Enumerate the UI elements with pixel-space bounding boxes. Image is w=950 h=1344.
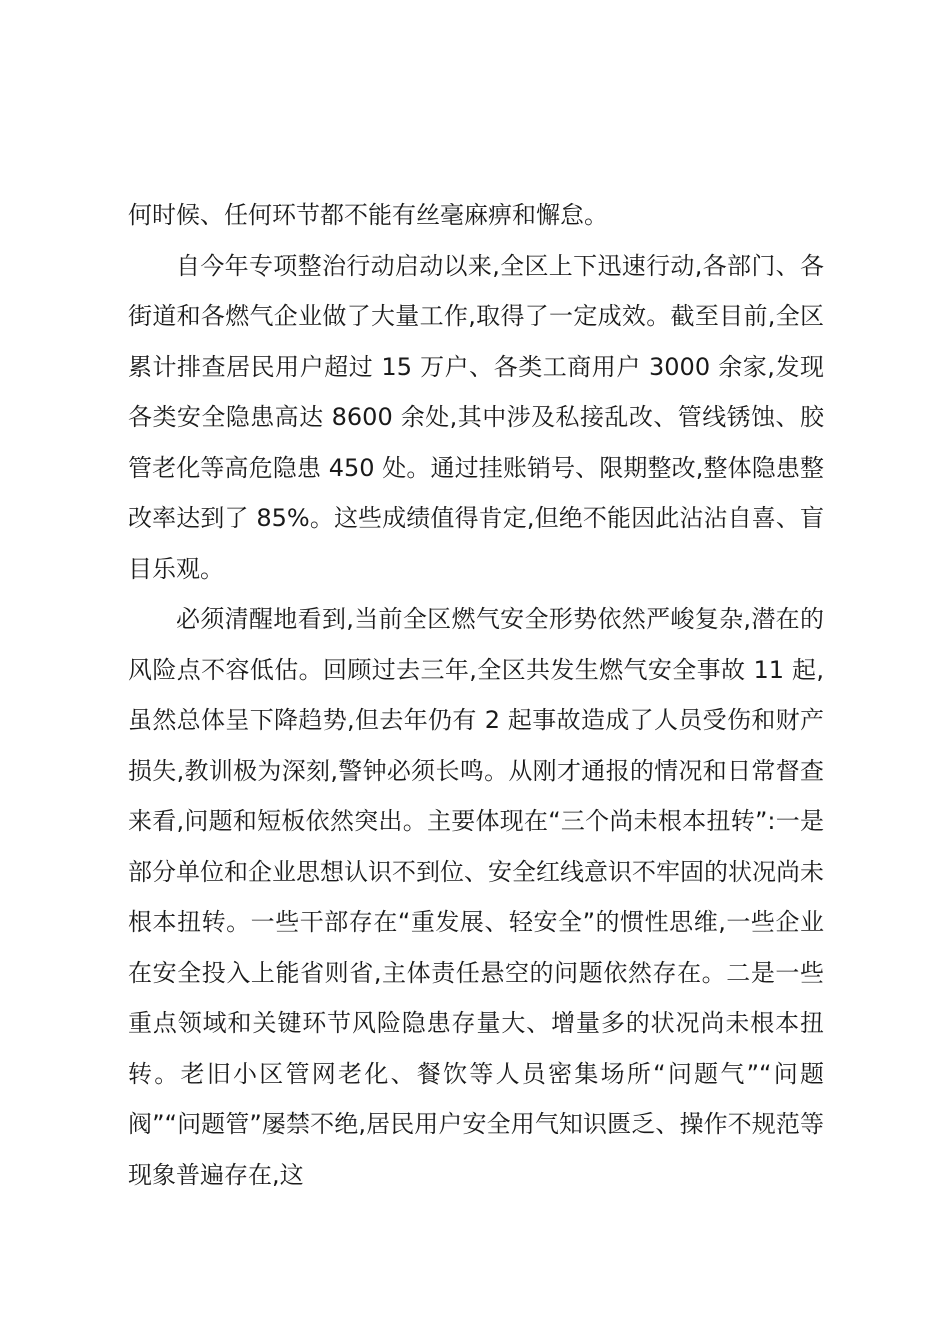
paragraph-risks: 必须清醒地看到,当前全区燃气安全形势依然严峻复杂,潜在的风险点不容低估。回顾过去三年,全区共发生燃气安全事故 11 起,虽然总体呈下降趋势,但去年仍有 2 起事故造成了人员受伤和财产损失,教训极为深刻,警钟必须长鸣。从刚才通报的情况和日常督查来看,问题和短板依然突出。主要体现在“三个尚未根本扭转”:一是部分单位和企业思想认识不到位、安全红线意识不牢固的状况尚未根本扭转。一些干部存在“重发展、轻安全”的惯性思维,一些企业在安全投入上能省则省,主体责任悬空的问题依然存在。二是一些重点领域和关键环节风险隐患存量大、增量多的状况尚未根本扭转。老旧小区管网老化、餐饮等人员密集场所“问题气”“问题阀”“问题管”屡禁不绝,居民用户安全用气知识匮乏、操作不规范等现象普遍存在,这 xyxy=(128,605,824,1189)
paragraph-continuation: 何时候、任何环节都不能有丝毫麻痹和懈怠。 xyxy=(128,201,608,229)
document-body xyxy=(128,190,824,1200)
paragraph-progress: 自今年专项整治行动启动以来,全区上下迅速行动,各部门、各街道和各燃气企业做了大量工作,取得了一定成效。截至目前,全区累计排查居民用户超过 15 万户、各类工商用户 3000 余家,发现各类安全隐患高达 8600 余处,其中涉及私接乱改、管线锈蚀、胶管老化等高危隐患 450 处。通过挂账销号、限期整改,整体隐患整改率达到了 85%。这些成绩值得肯定,但绝不能因此沾沾自喜、盲目乐观。 xyxy=(128,251,824,583)
